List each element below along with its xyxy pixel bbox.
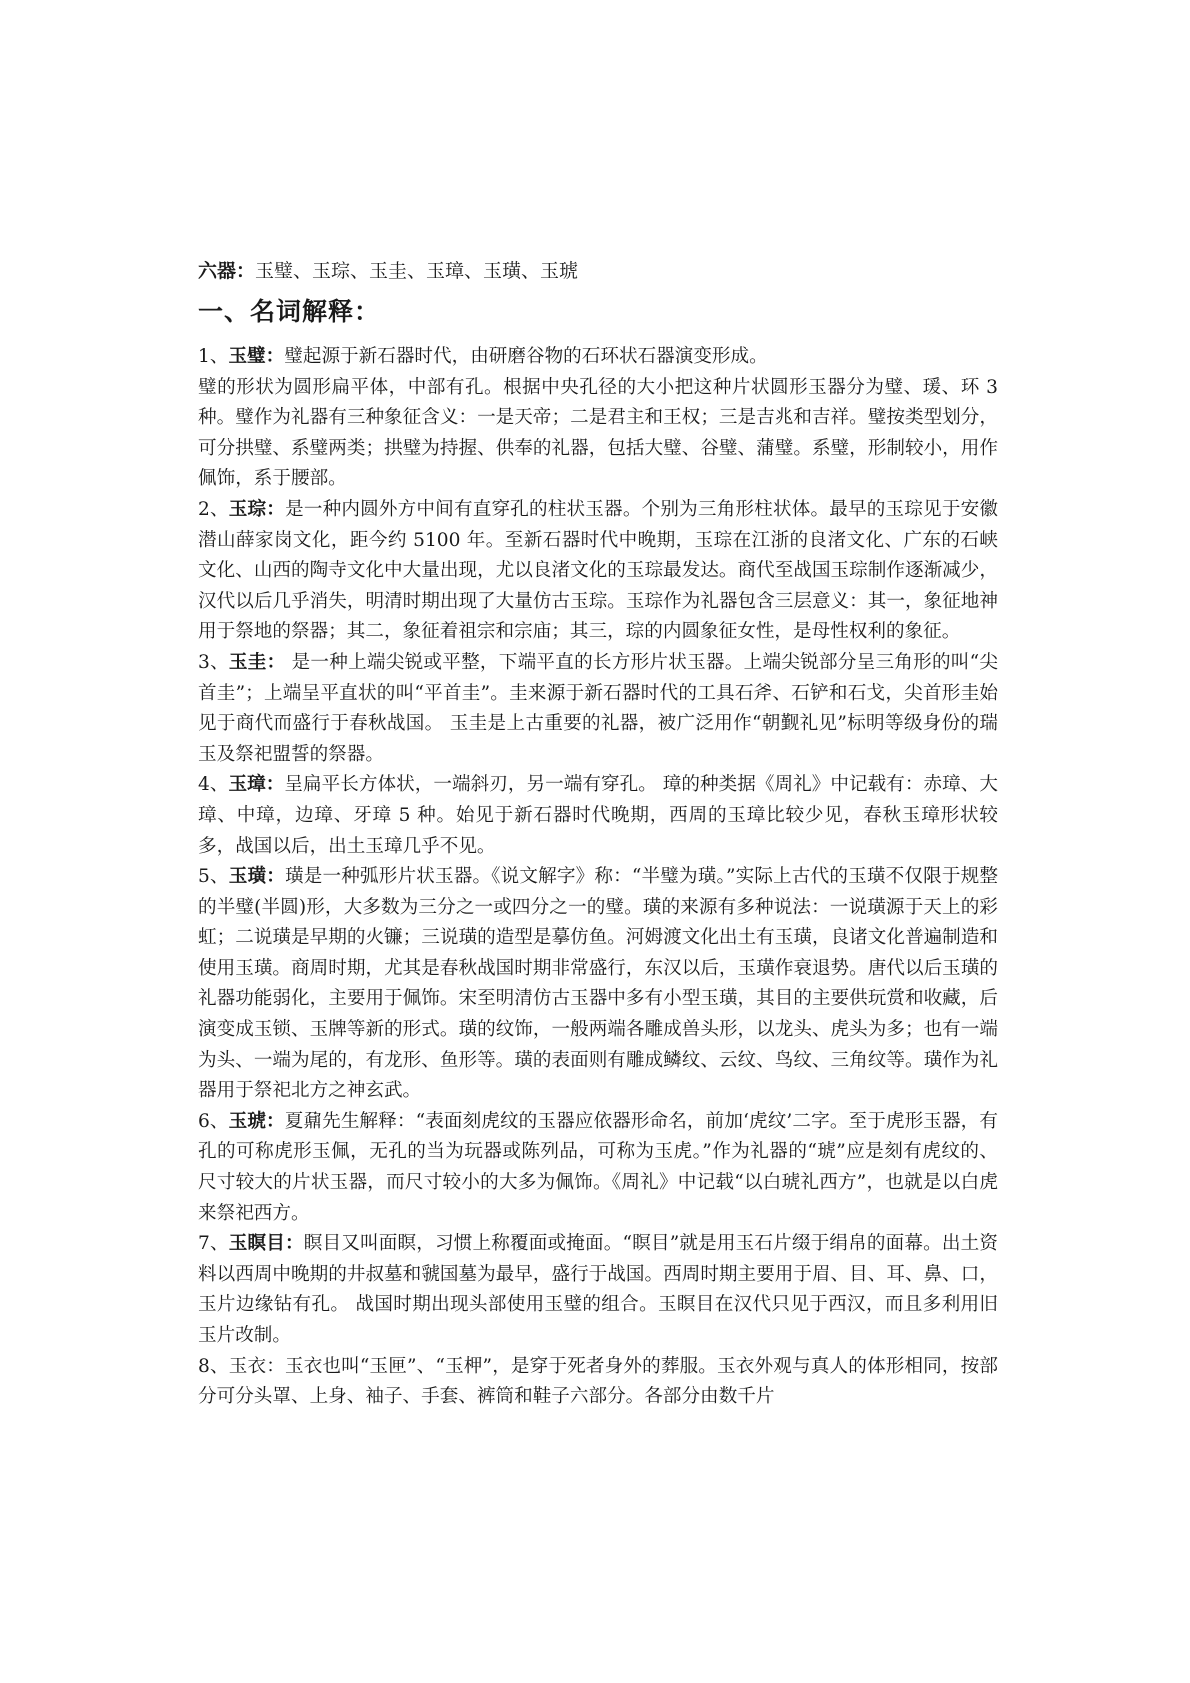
entry-number: 5、 bbox=[198, 866, 229, 888]
entry-colon: ： bbox=[266, 651, 286, 673]
entry-term: 玉璧 bbox=[228, 346, 266, 367]
entry-jade-suit bbox=[198, 1352, 998, 1413]
entry-jade-mingmu bbox=[198, 1229, 998, 1351]
section-title: 一、名词解释： bbox=[198, 297, 381, 326]
document-page bbox=[198, 256, 998, 1413]
entry-term: 玉璜 bbox=[228, 866, 267, 888]
entry-number: 7、 bbox=[198, 1233, 229, 1255]
entry-jade-bi bbox=[198, 342, 998, 373]
entry-term: 玉璋 bbox=[228, 774, 266, 796]
entry-text: 璧的形状为圆形扁平体，中部有孔。根据中央孔径的大小把这种片状圆形玉器分为璧、瑗、环 3 种。璧作为礼器有三种象征含义：一是天帝；二是君主和王权；三是吉兆和吉祥。璧按类型划分，可分拱璧、系璧两类；拱璧为持握、供奉的礼器，包括大璧、谷璧、蒲璧。系璧，形制较小，用作佩饰，系于腰部。 bbox=[198, 376, 998, 490]
entry-colon: ： bbox=[265, 346, 285, 367]
entry-text: 璧起源于新石器时代，由研磨谷物的石环状石器演变形成。 bbox=[284, 346, 768, 367]
entry-term: 玉圭 bbox=[228, 651, 267, 673]
entry-number: 8、 bbox=[198, 1355, 229, 1377]
entry-number: 1、 bbox=[198, 346, 229, 367]
entry-number: 4、 bbox=[198, 774, 229, 796]
six-instruments-label: 六器 bbox=[198, 260, 237, 282]
entry-colon: ： bbox=[285, 1233, 304, 1255]
entry-colon: ： bbox=[266, 498, 286, 520]
entry-term: 玉衣 bbox=[228, 1355, 267, 1377]
entry-number: 3、 bbox=[198, 651, 229, 673]
entry-text: 是一种内圆外方中间有直穿孔的柱状玉器。个别为三角形柱状体。最早的玉琮见于安徽潜山薛家岗文化，距今约 5100 年。至新石器时代中晚期，玉琮在江浙的良渚文化、广东的石峡文化、山西的陶寺文化中大量出现，尤以良渚文化的玉琮最发达。商代至战国玉琮制作逐渐减少，汉代以后几乎消失，明清时期出现了大量仿古玉琮。玉琮作为礼器包含三层意义：其一，象征地神用于祭地的祭器；其二，象征着祖宗和宗庙；其三，琮的内圆象征女性，是母性权利的象征。 bbox=[198, 498, 998, 643]
entry-jade-bi-detail bbox=[198, 373, 998, 495]
entry-colon: ： bbox=[266, 1110, 285, 1132]
six-instruments-line bbox=[198, 256, 998, 286]
entry-jade-zhang bbox=[198, 770, 998, 862]
entry-number: 6、 bbox=[198, 1110, 229, 1132]
entry-text: 瞑目又叫面瞑，习惯上称覆面或掩面。“瞑目”就是用玉石片缀于绢帛的面幕。出土资料以西周中晚期的井叔墓和虢国墓为最早，盛行于战国。西周时期主要用于眉、目、耳、鼻、口，玉片边缘钻有孔。 战国时期出现头部使用玉璧的组合。玉瞑目在汉代只见于西汉，而且多利用旧玉片改制。 bbox=[198, 1233, 998, 1346]
entry-text: 玉衣也叫“玉匣”、“玉柙”，是穿于死者身外的葬服。玉衣外观与真人的体形相同，按部分可分头罩、上身、袖子、手套、裤筒和鞋子六部分。各部分由数千片 bbox=[198, 1355, 998, 1408]
entry-text: 夏鼐先生解释：“表面刻虎纹的玉器应依器形命名，前加‘虎纹’二字。至于虎形玉器，有孔的可称虎形玉佩，无孔的当为玩器或陈列品，可称为玉虎。”作为礼器的“琥”应是刻有虎纹的、尺寸较大的片状玉器，而尺寸较小的大多为佩饰。《周礼》中记载“以白琥礼西方”，也就是以白虎来祭祀西方。 bbox=[198, 1110, 998, 1224]
six-instruments-list: 玉璧、玉琮、玉圭、玉璋、玉璜、玉琥 bbox=[255, 260, 579, 282]
entry-text: 璜是一种弧形片状玉器。《说文解字》称：“半璧为璜。”实际上古代的玉璜不仅限于规整的半璧(半圆)形，大多数为三分之一或四分之一的璧。璜的来源有多种说法：一说璜源于天上的彩虹；二说璜是早期的火镰；三说璜的造型是摹仿鱼。河姆渡文化出土有玉璜，良诸文化普遍制造和使用玉璜。商周时期，尤其是春秋战国时期非常盛行，东汉以后，玉璜作衰退势。唐代以后玉璜的礼器功能弱化，主要用于佩饰。宋至明清仿古玉器中多有小型玉璜，其目的主要供玩赏和收藏，后演变成玉锁、玉牌等新的形式。璜的纹饰，一般两端各雕成兽头形，以龙头、虎头为多；也有一端为头、一端为尾的，有龙形、鱼形等。璜的表面则有雕成鳞纹、云纹、鸟纹、三角纹等。璜作为礼器用于祭祀北方之神玄武。 bbox=[198, 866, 998, 1102]
entry-jade-gui bbox=[198, 648, 998, 770]
entry-jade-cong bbox=[198, 495, 998, 648]
entry-term: 玉琥 bbox=[228, 1110, 267, 1132]
entry-colon: ： bbox=[266, 866, 285, 888]
entry-number: 2、 bbox=[198, 498, 229, 520]
six-instruments-colon: ： bbox=[236, 260, 256, 282]
entry-term: 玉瞑目 bbox=[228, 1233, 286, 1255]
entry-colon: ： bbox=[266, 1355, 285, 1377]
entry-jade-huang bbox=[198, 862, 998, 1107]
entry-text: 是一种上端尖锐或平整，下端平直的长方形片状玉器。上端尖锐部分呈三角形的叫“尖首圭”；上端呈平直状的叫“平首圭”。圭来源于新石器时代的工具石斧、石铲和石戈，尖首形圭始见于商代而盛行于春秋战国。 玉圭是上古重要的礼器，被广泛用作“朝觐礼见”标明等级身份的瑞玉及祭祀盟誓的祭器。 bbox=[198, 651, 998, 765]
entry-text: 呈扁平长方体状，一端斜刃，另一端有穿孔。 璋的种类据《周礼》中记载有：赤璋、大璋、中璋，边璋、牙璋 5 种。始见于新石器时代晚期，西周的玉璋比较少见，春秋玉璋形状较多，战国以后，出土玉璋几乎不见。 bbox=[198, 774, 998, 857]
entry-term: 玉琮 bbox=[228, 498, 267, 520]
entry-colon: ： bbox=[265, 774, 285, 796]
entry-jade-hu bbox=[198, 1107, 998, 1229]
